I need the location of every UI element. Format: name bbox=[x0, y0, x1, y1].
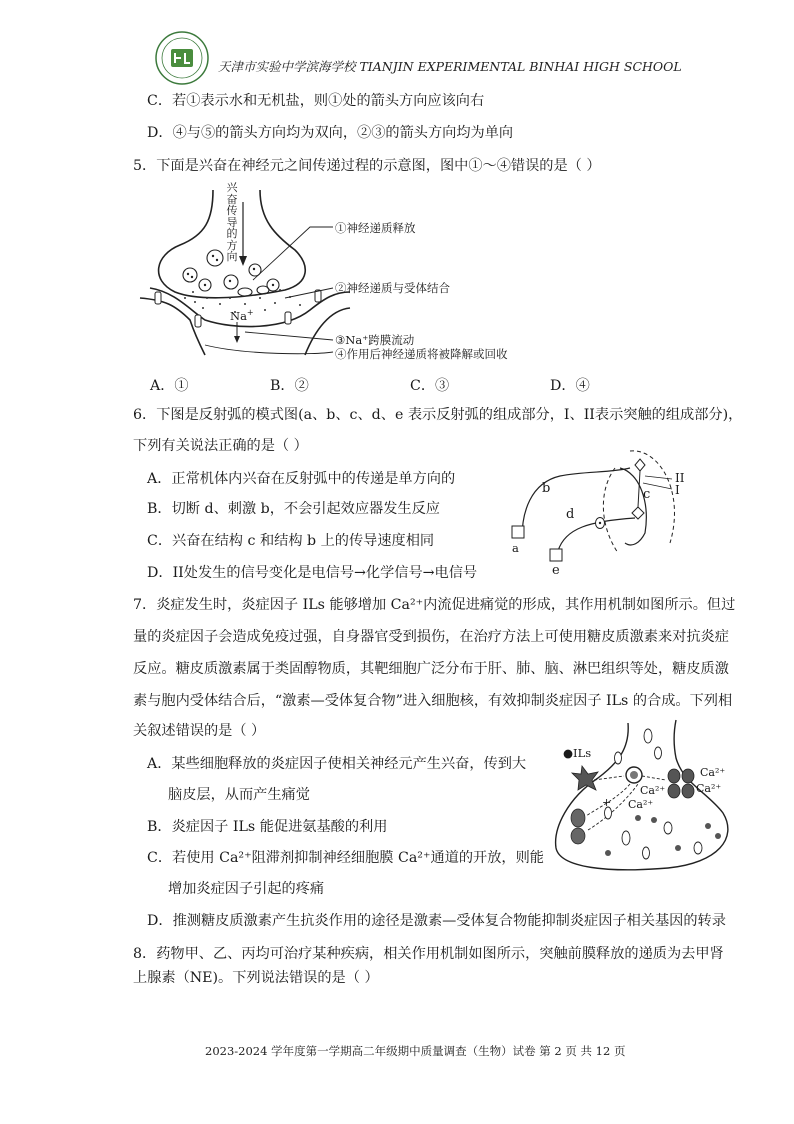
q8-stem-line1: 8．药物甲、乙、丙均可治疗某种疾病，相关作用机制如图所示，突触前膜释放的递质为去甲肾 bbox=[133, 946, 724, 962]
leader-2 bbox=[285, 288, 333, 298]
label-ca-4: Ca²⁺ bbox=[696, 782, 722, 795]
ils-molecule bbox=[572, 766, 598, 790]
school-header: 天津市实验中学滨海学校 TIANJIN EXPERIMENTAL BINHAI HIGH SCHOOL bbox=[218, 59, 682, 74]
leader-1 bbox=[253, 227, 333, 280]
label-neurotransmitter-release: ①神经递质释放 bbox=[335, 221, 416, 235]
leader-4 bbox=[205, 345, 333, 354]
school-logo bbox=[154, 30, 210, 86]
label-receptor-binding: ②神经递质与受体结合 bbox=[335, 281, 450, 295]
label-sodium-flow: ③Na⁺跨膜流动 bbox=[335, 333, 415, 347]
q6-option-b: B．切断 d、刺激 b，不会引起效应器发生反应 bbox=[147, 501, 440, 517]
q7-stem-line5: 关叙述错误的是（ ） bbox=[133, 723, 266, 739]
sodium-label: Na+ bbox=[230, 308, 254, 323]
school-logo-emblem bbox=[154, 30, 210, 86]
q7-stem-line4: 素与胞内受体结合后，“激素—受体复合物”进入细胞核，有效抑制炎症因子 ILs 的合成。下列相 bbox=[133, 693, 733, 709]
q6-option-a: A．正常机体内兴奋在反射弧中的传递是单方向的 bbox=[147, 471, 456, 487]
q7-stem-line2: 量的炎症因子会造成免疫过强，自身器官受到损伤，在治疗方法上可使用糖皮质激素来对抗炎症 bbox=[133, 629, 729, 645]
label-ca-2: Ca²⁺ bbox=[640, 784, 666, 797]
leader-3 bbox=[245, 332, 333, 340]
direction-label: 兴 奋 传 导 的 方 向 bbox=[226, 181, 238, 263]
q5-option-d: D．④ bbox=[550, 378, 590, 394]
q5-option-a: A．① bbox=[150, 378, 189, 394]
q5-option-c: C．③ bbox=[410, 378, 450, 394]
q7-option-b: B．炎症因子 ILs 能促进氨基酸的利用 bbox=[147, 819, 388, 835]
q4-option-c: C．若①表示水和无机盐，则①处的箭头方向应该向右 bbox=[147, 93, 485, 109]
afferent-nerve-b bbox=[522, 468, 630, 538]
q7-option-c-line1: C．若使用 Ca²⁺阻滞剂抑制神经细胞膜 Ca²⁺通道的开放，则能 bbox=[147, 850, 544, 866]
label-ca-3: Ca²⁺ bbox=[628, 798, 654, 811]
page-footer: 2023-2024 学年度第一学期高二年级期中质量调查（生物）试卷 第 2 页 共 12 页 bbox=[205, 1044, 626, 1058]
grey-matter bbox=[620, 468, 646, 545]
q7-option-a-line1: A．某些细胞释放的炎症因子使相关神经元产生兴奋，传到大 bbox=[147, 756, 527, 772]
q5-stem: 5．下面是兴奋在神经元之间传递过程的示意图，图中①～④错误的是（ ） bbox=[133, 158, 601, 174]
label-c: c bbox=[643, 487, 651, 502]
label-b: b bbox=[542, 481, 551, 496]
calcium-channel bbox=[668, 769, 694, 798]
label-plus: + bbox=[602, 796, 612, 809]
label-II: II bbox=[675, 471, 685, 485]
label-ca-1: Ca²⁺ bbox=[700, 766, 726, 779]
q5-option-b: B．② bbox=[270, 378, 309, 394]
effector-e bbox=[550, 549, 562, 561]
label-I: I bbox=[675, 483, 680, 497]
receptor-a bbox=[512, 526, 524, 538]
q5-synapse-figure bbox=[135, 180, 555, 370]
q7-option-d: D．推测糖皮质激素产生抗炎作用的途径是激素—受体复合物能抑制炎症因子相关基因的转录 bbox=[147, 913, 726, 929]
q7-ils-mechanism-figure bbox=[548, 718, 748, 878]
q6-option-c: C．兴奋在结构 c 和结构 b 上的传导速度相同 bbox=[147, 533, 435, 549]
label-e: e bbox=[552, 563, 560, 578]
q4-option-d: D．④与⑤的箭头方向均为双向，②③的箭头方向均为单向 bbox=[147, 125, 514, 141]
q6-option-d: D．II处发生的信号变化是电信号→化学信号→电信号 bbox=[147, 565, 478, 581]
q7-stem-line1: 7．炎症发生时，炎症因子 ILs 能够增加 Ca²⁺内流促进痛觉的形成，其作用机制如图所示。但过 bbox=[133, 597, 736, 613]
label-ils: ●ILs bbox=[563, 746, 592, 760]
q7-stem-line3: 反应。糖皮质激素属于类固醇物质，其靶细胞广泛分布于肝、肺、脑、淋巴组织等处，糖皮质激 bbox=[133, 661, 729, 677]
q8-stem-line2: 上腺素（NE)。下列说法错误的是（ ） bbox=[133, 970, 379, 986]
label-d: d bbox=[566, 507, 575, 522]
label-degradation: ④作用后神经递质将被降解或回收 bbox=[335, 347, 508, 361]
q6-stem-line1: 6．下图是反射弧的模式图(a、b、c、d、e 表示反射弧的组成部分，I、II表示突触的组成部分)， bbox=[133, 407, 743, 423]
label-a: a bbox=[512, 541, 519, 555]
q7-option-c-line2: 增加炎症因子引起的疼痛 bbox=[168, 881, 325, 897]
q7-option-a-line2: 脑皮层，从而产生痛觉 bbox=[168, 787, 310, 803]
q6-reflex-arc-figure bbox=[500, 443, 700, 583]
q6-stem-line2: 下列有关说法正确的是（ ） bbox=[133, 438, 308, 454]
